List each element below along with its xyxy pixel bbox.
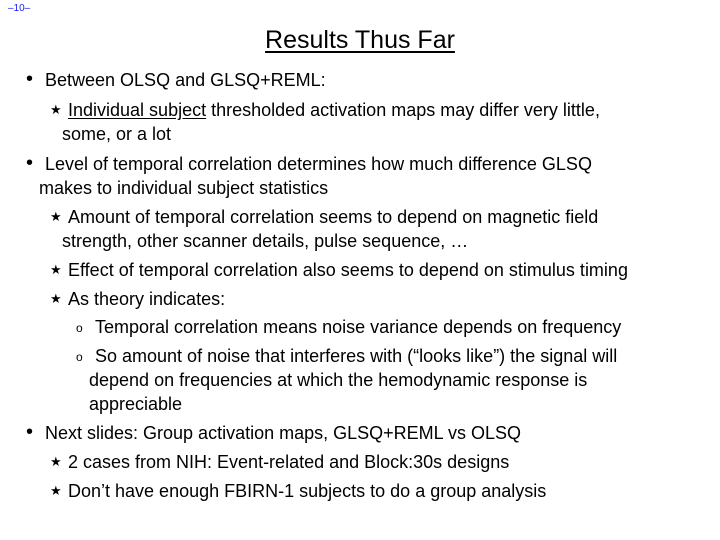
sub-bullet-3-2: Don’t have enough FBIRN-1 subjects to do a group analysis xyxy=(68,481,547,501)
underlined-phrase: Individual subject xyxy=(68,100,207,120)
bullet-dot-icon: • xyxy=(26,68,34,90)
bullet-2-line-1: Level of temporal correlation determines how much difference GLSQ xyxy=(45,154,592,174)
circle-bullet-icon: o xyxy=(76,350,83,364)
bullet-1-text: Between OLSQ and GLSQ+REML: xyxy=(45,70,326,90)
sub-sub-bullet-2-3-2-line-2: depend on frequencies at which the hemodynamic response is xyxy=(89,370,588,390)
sub-bullet-2-1-line-1: Amount of temporal correlation seems to depend on magnetic field xyxy=(68,207,599,227)
star-bullet-icon: ★ xyxy=(50,102,62,117)
sub-sub-bullet-2-3-2-line-3: appreciable xyxy=(89,394,183,414)
star-bullet-icon: ★ xyxy=(50,209,62,224)
circle-bullet-icon: o xyxy=(76,321,83,335)
bullet-3-text: Next slides: Group activation maps, GLSQ+REML vs OLSQ xyxy=(45,423,522,443)
page-number: –10– xyxy=(8,3,31,14)
sub-bullet-3-1: 2 cases from NIH: Event-related and Block:30s designs xyxy=(68,452,510,472)
slide-title: Results Thus Far xyxy=(265,26,455,54)
bullet-2-line-2: makes to individual subject statistics xyxy=(39,178,329,198)
sub-bullet-2-3: As theory indicates: xyxy=(68,289,226,309)
sub-bullet-2-2: Effect of temporal correlation also seems to depend on stimulus timing xyxy=(68,260,628,280)
bullet-dot-icon: • xyxy=(26,152,34,174)
sub-bullet-1-1-rest: thresholded activation maps may differ very little, xyxy=(206,100,600,120)
sub-bullet-2-1-line-2: strength, other scanner details, pulse sequence, … xyxy=(62,231,469,251)
star-bullet-icon: ★ xyxy=(50,291,62,306)
sub-bullet-1-1-line-2: some, or a lot xyxy=(62,124,172,144)
sub-bullet-1-1 xyxy=(68,98,600,122)
star-bullet-icon: ★ xyxy=(50,454,62,469)
sub-sub-bullet-2-3-2-line-1: So amount of noise that interferes with (“looks like”) the signal will xyxy=(95,346,618,366)
sub-sub-bullet-2-3-1: Temporal correlation means noise variance depends on frequency xyxy=(95,317,622,337)
star-bullet-icon: ★ xyxy=(50,483,62,498)
bullet-dot-icon: • xyxy=(26,421,34,443)
star-bullet-icon: ★ xyxy=(50,262,62,277)
